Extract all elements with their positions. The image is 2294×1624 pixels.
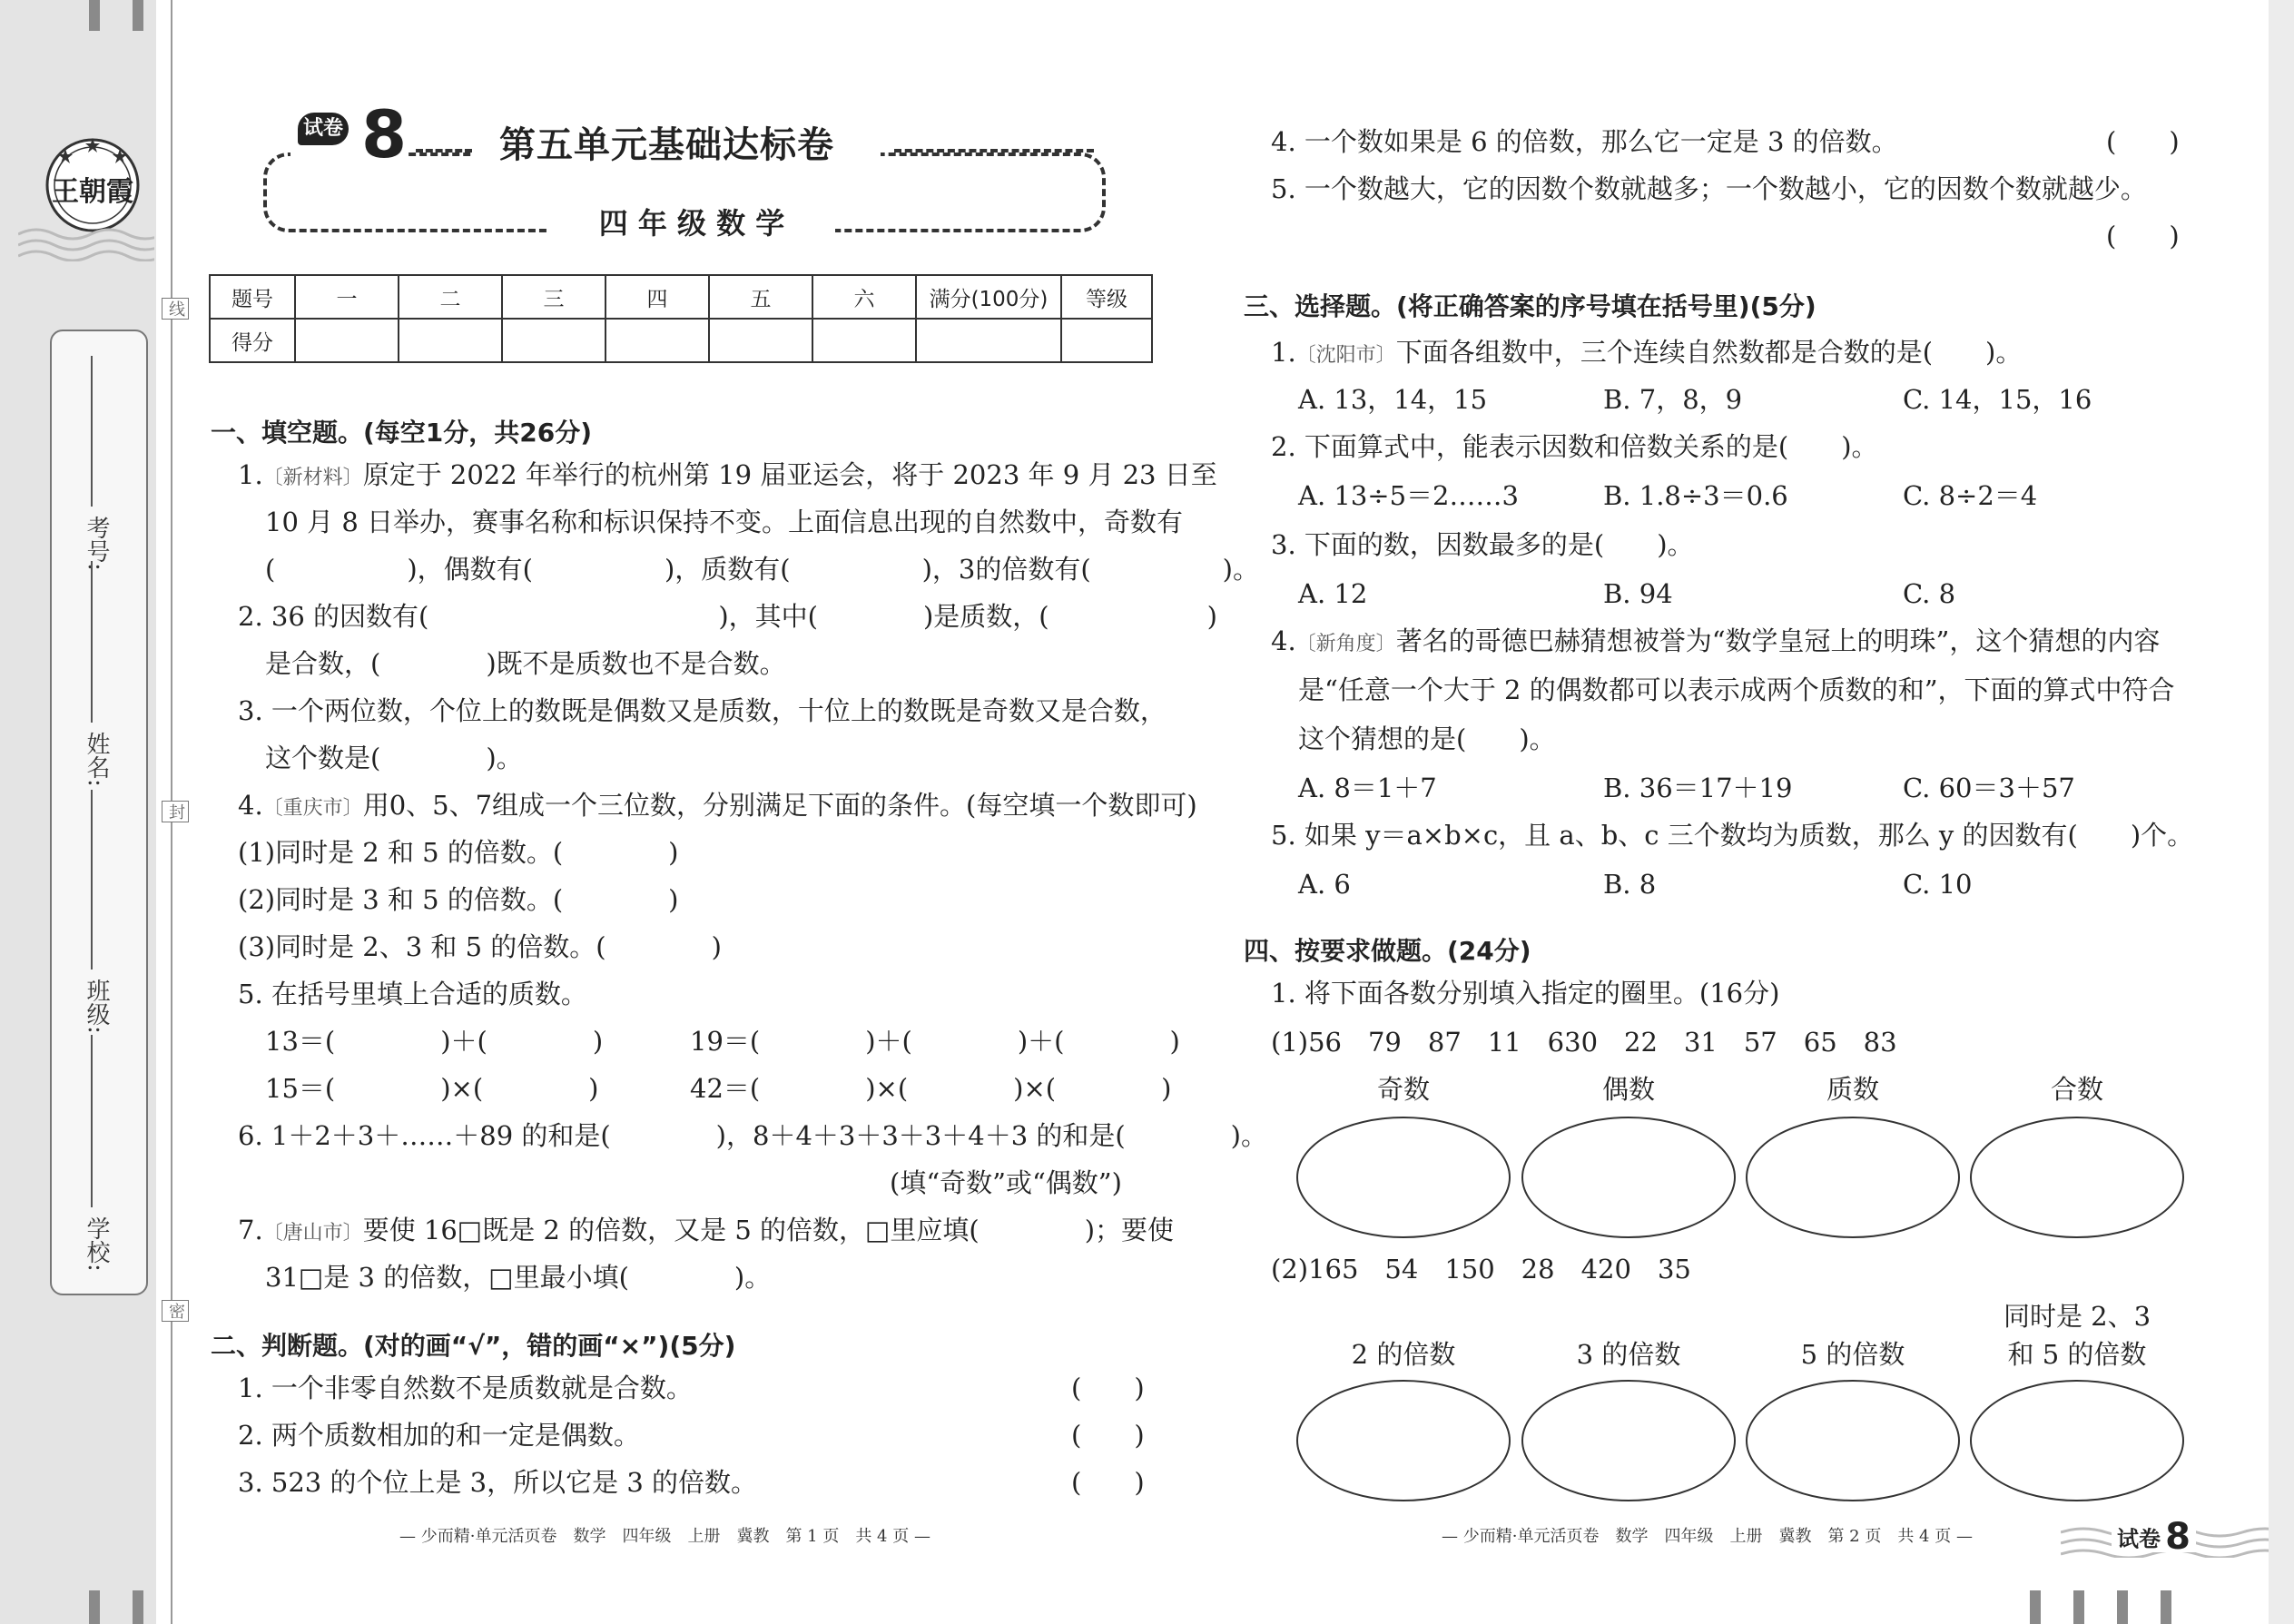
table-cell: 五 <box>709 275 812 319</box>
choice-question-3: 3. 下面的数，因数最多的是( )。 <box>1271 529 1694 560</box>
table-cell: 一 <box>295 275 399 319</box>
option-a: A. 13÷5＝2……3 <box>1298 480 1519 511</box>
binding-tick <box>2030 1590 2041 1624</box>
circle-label-prime: 质数 <box>1826 1074 1879 1105</box>
question-1-7-line2: 31□是 3 的倍数，□里最小填( )。 <box>265 1262 772 1293</box>
school-label: 学校: <box>83 1216 110 1272</box>
score-input-cell[interactable] <box>605 319 709 362</box>
page-badge-number: 8 <box>2165 1516 2191 1558</box>
class-label: 班级: <box>83 979 110 1034</box>
binding-tick <box>89 0 100 31</box>
choice-question-5: 5. 如果 y＝a×b×c，且 a、b、c 三个数均为质数，那么 y 的因数有( )个。 <box>1271 820 2194 851</box>
question-1-3: 3. 一个两位数，个位上的数既是偶数又是质数，十位上的数既是奇数又是合数， <box>238 695 1167 726</box>
question-1-3-line2: 这个数是( )。 <box>265 743 523 773</box>
right-edge-strip <box>2269 0 2294 1624</box>
table-cell: 等级 <box>1061 275 1152 319</box>
score-input-cell[interactable] <box>502 319 605 362</box>
question-tag: 〔重庆市〕 <box>262 797 363 820</box>
question-1-2: 2. 36 的因数有( )，其中( )是质数，( ) <box>238 601 1217 632</box>
section-4-title: 四、按要求做题。(24分) <box>1244 936 1531 966</box>
binding-tick <box>133 0 143 31</box>
question-text: 下面各组数中，三个连续自然数都是合数的是( )。 <box>1395 337 2023 368</box>
number-list-2: (2)165 54 150 28 420 35 <box>1271 1254 1691 1284</box>
option-a: A. 8＝1＋7 <box>1298 773 1437 803</box>
answer-circle-prime[interactable] <box>1746 1117 1960 1238</box>
question-text: 要使 16□既是 2 的倍数，又是 5 的倍数，□里应填( )；要使 <box>362 1215 1175 1245</box>
score-input-cell[interactable] <box>709 319 812 362</box>
binding-tick <box>133 1590 143 1624</box>
table-cell: 满分(100分) <box>916 275 1061 319</box>
question-1-5: 5. 在括号里填上合适的质数。 <box>238 979 587 1009</box>
student-name-label: 姓名: <box>83 732 110 787</box>
question-1-5-a: 13＝( )＋( ) <box>265 1026 604 1057</box>
title-dash <box>416 149 472 153</box>
question-1-6: 6. 1＋2＋3＋……＋89 的和是( )，8＋4＋3＋3＋3＋4＋3 的和是( )。 <box>238 1120 1267 1151</box>
answer-circle-multiple-3[interactable] <box>1521 1380 1736 1501</box>
logo <box>42 134 143 236</box>
answer-paren[interactable]: ( ) <box>2106 126 2180 157</box>
class-field[interactable] <box>91 790 93 969</box>
question-tag: 〔唐山市〕 <box>262 1222 363 1245</box>
score-table <box>209 274 1153 363</box>
question-1-5-c: 15＝( )×( ) <box>265 1073 599 1104</box>
question-number: 1. <box>238 459 263 490</box>
table-cell: 题号 <box>210 275 295 319</box>
question-text: 原定于 2022 年举行的杭州第 19 届亚运会，将于 2023 年 9 月 23 日至 <box>362 459 1217 490</box>
question-1-4 <box>238 792 1197 819</box>
footer-right: — 少而精·单元活页卷 数学 四年级 上册 冀教 第 2 页 共 4 页 — <box>1442 1527 1973 1546</box>
answer-paren[interactable]: ( ) <box>1071 1420 1145 1451</box>
option-b: B. 94 <box>1603 578 1673 609</box>
section-1-title: 一、填空题。(每空1分，共26分) <box>211 418 593 448</box>
option-c: C. 8 <box>1903 578 1956 609</box>
option-b: B. 36＝17＋19 <box>1603 773 1793 803</box>
judge-item-2: 2. 两个质数相加的和一定是偶数。 <box>238 1420 640 1451</box>
title-dash <box>894 149 1094 153</box>
choice-question-4 <box>1271 625 2161 656</box>
exam-id-field[interactable] <box>91 356 93 507</box>
judge-item-5: 5. 一个数越大，它的因数个数就越多；一个数越小，它的因数个数就越少。 <box>1271 173 2147 204</box>
table-cell: 六 <box>812 275 916 319</box>
circle-label-multiple-5: 5 的倍数 <box>1800 1339 1905 1370</box>
question-tag: 〔新角度〕 <box>1295 633 1396 655</box>
logo-text: 王朝霞 <box>52 176 133 208</box>
score-input-cell[interactable] <box>812 319 916 362</box>
seal-mark: 封 <box>162 801 189 822</box>
question-1-5-b: 19＝( )＋( )＋( ) <box>690 1026 1180 1057</box>
seal-mark: 密 <box>162 1300 189 1322</box>
score-input-cell[interactable] <box>916 319 1061 362</box>
answer-paren[interactable]: ( ) <box>1071 1467 1145 1498</box>
seal-mark: 线 <box>162 298 189 320</box>
circle-label-composite: 合数 <box>2050 1074 2103 1105</box>
table-cell: 三 <box>502 275 605 319</box>
table-cell: 四 <box>605 275 709 319</box>
page-badge <box>2112 1516 2196 1558</box>
table-cell: 得分 <box>210 319 295 362</box>
exam-number: 8 <box>361 96 408 172</box>
circle-label-multiple-30-line1: 同时是 2、3 <box>2003 1301 2151 1332</box>
score-input-cell[interactable] <box>295 319 399 362</box>
question-1-1-line2: 10 月 8 日举办，赛事名称和标识保持不变。上面信息出现的自然数中，奇数有 <box>265 507 1184 537</box>
answer-circle-even[interactable] <box>1521 1117 1736 1238</box>
task-question-1: 1. 将下面各数分别填入指定的圈里。(16分) <box>1271 978 1780 1009</box>
answer-circle-multiple-30[interactable] <box>1970 1380 2184 1501</box>
question-1-2-line2: 是合数，( )既不是质数也不是合数。 <box>265 648 786 679</box>
answer-circle-composite[interactable] <box>1970 1117 2184 1238</box>
score-table-header-row <box>210 275 1152 319</box>
circle-label-even: 偶数 <box>1601 1074 1655 1105</box>
page-subtitle: 四 年 级 数 学 <box>548 205 835 241</box>
question-1-5-d: 42＝( )×( )×( ) <box>690 1073 1172 1104</box>
option-b: B. 1.8÷3＝0.6 <box>1603 480 1788 511</box>
option-b: B. 7，8，9 <box>1603 384 1743 415</box>
question-1-1-line3: ( )，偶数有( )，质数有( )，3的倍数有( )。 <box>265 554 1259 585</box>
wave-decoration <box>18 225 154 261</box>
section-3-title: 三、选择题。(将正确答案的序号填在括号里)(5分) <box>1244 291 1816 321</box>
student-info-panel <box>50 330 148 1295</box>
section-2-title: 二、判断题。(对的画“√”，错的画“×”)(5分) <box>211 1331 736 1361</box>
score-input-cell[interactable] <box>1061 319 1152 362</box>
question-1-4-b: (2)同时是 3 和 5 的倍数。( ) <box>238 884 679 915</box>
circle-label-multiple-2: 2 的倍数 <box>1351 1339 1456 1370</box>
answer-paren[interactable]: ( ) <box>1071 1373 1145 1403</box>
question-1-1 <box>238 459 1217 490</box>
choice-question-4-line2: 是“任意一个大于 2 的偶数都可以表示成两个质数的和”，下面的算式中符合 <box>1298 674 2175 705</box>
option-a: A. 13，14，15 <box>1298 384 1488 415</box>
option-a: A. 12 <box>1298 578 1368 609</box>
number-list-1: (1)56 79 87 11 630 22 31 57 65 83 <box>1271 1027 1897 1058</box>
page-title: 第五单元基础达标卷 <box>499 124 834 166</box>
judge-item-4: 4. 一个数如果是 6 的倍数，那么它一定是 3 的倍数。 <box>1271 126 1898 157</box>
circle-label-multiple-3: 3 的倍数 <box>1576 1339 1681 1370</box>
question-text: 用0、5、7组成一个三位数，分别满足下面的条件。(每空填一个数即可) <box>362 790 1197 821</box>
question-number: 4. <box>1271 625 1296 656</box>
choice-question-1 <box>1271 337 2023 368</box>
school-field[interactable] <box>91 1035 93 1207</box>
option-b: B. 8 <box>1603 869 1657 900</box>
judge-item-1: 1. 一个非零自然数不是质数就是合数。 <box>238 1373 693 1403</box>
question-text: 著名的哥德巴赫猜想被誉为“数学皇冠上的明珠”，这个猜想的内容 <box>1395 625 2161 656</box>
question-tag: 〔沈阳市〕 <box>1295 344 1396 367</box>
binding-tick <box>2073 1590 2084 1624</box>
question-tag: 〔新材料〕 <box>262 467 363 489</box>
question-number: 1. <box>1271 337 1296 368</box>
table-cell: 二 <box>399 275 502 319</box>
circle-label-multiple-30-line2: 和 5 的倍数 <box>2007 1339 2147 1370</box>
student-name-field[interactable] <box>91 561 93 723</box>
answer-paren[interactable]: ( ) <box>2106 221 2180 251</box>
score-table-score-row <box>210 319 1152 362</box>
option-c: C. 10 <box>1903 869 1973 900</box>
option-c: C. 60＝3＋57 <box>1903 773 2075 803</box>
binding-tick <box>2161 1590 2171 1624</box>
question-1-4-a: (1)同时是 2 和 5 的倍数。( ) <box>238 837 679 868</box>
answer-circle-multiple-2[interactable] <box>1296 1380 1511 1501</box>
circle-label-odd: 奇数 <box>1376 1074 1430 1105</box>
answer-circle-multiple-5[interactable] <box>1746 1380 1960 1501</box>
option-c: C. 14，15，16 <box>1903 384 2092 415</box>
option-c: C. 8÷2＝4 <box>1903 480 2038 511</box>
option-a: A. 6 <box>1298 869 1351 900</box>
question-1-4-c: (3)同时是 2、3 和 5 的倍数。( ) <box>238 931 722 962</box>
choice-question-2: 2. 下面算式中，能表示因数和倍数关系的是( )。 <box>1271 431 1878 462</box>
question-1-6-hint: (填“奇数”或“偶数”) <box>890 1167 1122 1198</box>
exam-label-badge: 试卷 <box>298 113 349 145</box>
score-input-cell[interactable] <box>399 319 502 362</box>
judge-item-3: 3. 523 的个位上是 3，所以它是 3 的倍数。 <box>238 1467 758 1498</box>
question-number: 4. <box>238 790 263 821</box>
footer-left: — 少而精·单元活页卷 数学 四年级 上册 冀教 第 1 页 共 4 页 — <box>399 1527 930 1546</box>
choice-question-4-line3: 这个猜想的是( )。 <box>1298 723 1556 754</box>
binding-tick <box>2117 1590 2128 1624</box>
question-number: 7. <box>238 1215 263 1245</box>
page-badge-label: 试卷 <box>2117 1526 2161 1552</box>
binding-tick <box>89 1590 100 1624</box>
question-1-7 <box>238 1217 1174 1244</box>
answer-circle-odd[interactable] <box>1296 1117 1511 1238</box>
exam-id-label: 考号: <box>83 516 110 571</box>
